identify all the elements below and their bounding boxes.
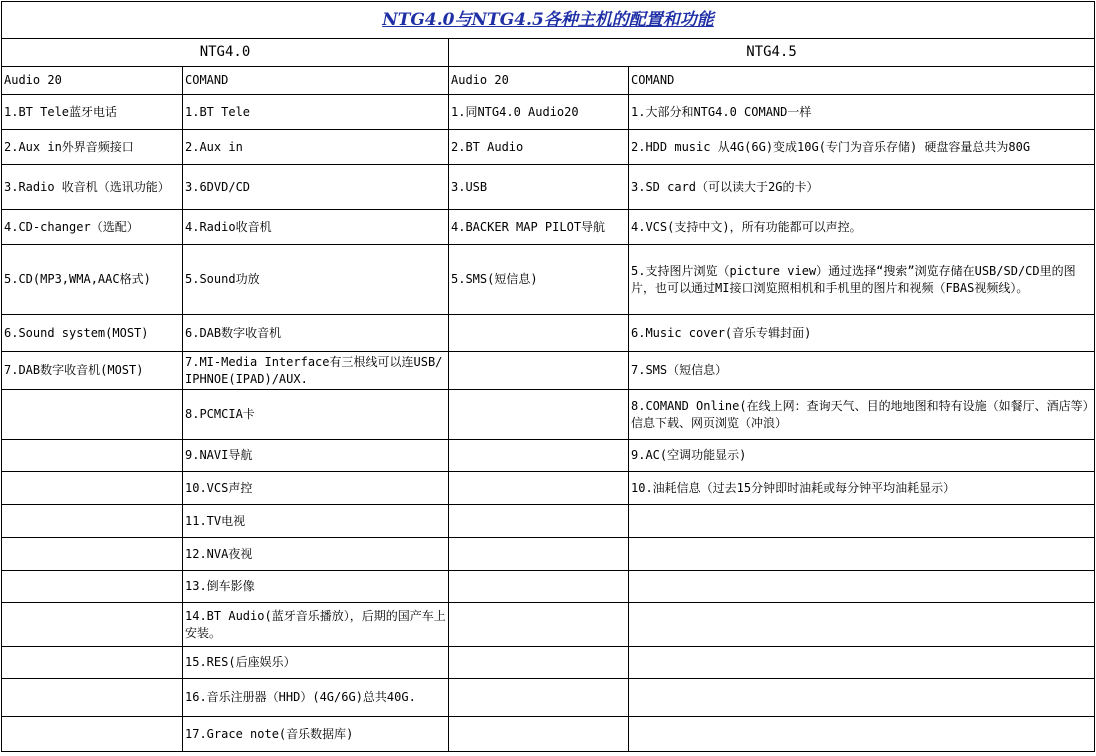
table-row (2, 571, 1095, 603)
ntg45-audio20-cell[interactable] (449, 571, 629, 603)
ntg40-audio20-cell[interactable] (2, 679, 183, 717)
column-header-ntg45-audio20[interactable]: Audio 20 (449, 67, 629, 95)
group-header-ntg40[interactable]: NTG4.0 (2, 39, 449, 67)
ntg45-audio20-cell[interactable] (449, 440, 629, 472)
ntg45-comand-cell[interactable]: 10.油耗信息（过去15分钟即时油耗或每分钟平均油耗显示） (629, 472, 1095, 505)
ntg40-audio20-cell[interactable] (2, 390, 183, 440)
ntg40-audio20-cell[interactable] (2, 538, 183, 571)
ntg40-comand-cell[interactable]: 13.倒车影像 (183, 571, 449, 603)
sheet-title[interactable]: NTG4.0与NTG4.5各种主机的配置和功能 (2, 2, 1095, 39)
ntg40-audio20-cell[interactable] (2, 647, 183, 679)
ntg40-audio20-cell[interactable]: 4.CD-changer（选配） (2, 210, 183, 245)
ntg45-audio20-cell[interactable] (449, 679, 629, 717)
ntg45-comand-cell[interactable]: 6.Music cover(音乐专辑封面) (629, 315, 1095, 352)
column-header-ntg40-comand[interactable]: COMAND (183, 67, 449, 95)
table-row (2, 538, 1095, 571)
ntg40-comand-cell[interactable]: 10.VCS声控 (183, 472, 449, 505)
ntg45-audio20-cell[interactable] (449, 505, 629, 538)
ntg40-audio20-cell[interactable]: 6.Sound system(MOST) (2, 315, 183, 352)
ntg40-comand-cell[interactable]: 7.MI-Media Interface有三根线可以连USB/IPHNOE(IPAD)/AUX. (183, 352, 449, 390)
ntg45-audio20-cell[interactable] (449, 603, 629, 647)
ntg45-comand-cell[interactable]: 7.SMS（短信息） (629, 352, 1095, 390)
ntg45-comand-cell[interactable] (629, 647, 1095, 679)
group-header-row (2, 39, 1095, 67)
ntg45-audio20-cell[interactable] (449, 472, 629, 505)
column-header-ntg40-audio20[interactable]: Audio 20 (2, 67, 183, 95)
ntg45-comand-cell[interactable]: 8.COMAND Online(在线上网：查询天气、目的地地图和特有设施（如餐厅、酒店等）信息下载、网页浏览（冲浪） (629, 390, 1095, 440)
ntg40-audio20-cell[interactable] (2, 440, 183, 472)
ntg45-comand-cell[interactable]: 1.大部分和NTG4.0 COMAND一样 (629, 95, 1095, 130)
table-row (2, 472, 1095, 505)
table-row (2, 95, 1095, 130)
ntg45-comand-cell[interactable]: 4.VCS(支持中文)，所有功能都可以声控。 (629, 210, 1095, 245)
ntg45-audio20-cell[interactable]: 5.SMS(短信息) (449, 245, 629, 315)
ntg45-audio20-cell[interactable] (449, 352, 629, 390)
ntg45-audio20-cell[interactable] (449, 717, 629, 752)
table-row (2, 679, 1095, 717)
ntg40-audio20-cell[interactable] (2, 505, 183, 538)
table-row (2, 603, 1095, 647)
ntg40-comand-cell[interactable]: 14.BT Audio(蓝牙音乐播放），后期的国产车上安装。 (183, 603, 449, 647)
group-header-ntg45[interactable]: NTG4.5 (449, 39, 1095, 67)
table-row (2, 315, 1095, 352)
ntg40-audio20-cell[interactable] (2, 472, 183, 505)
ntg40-audio20-cell[interactable]: 7.DAB数字收音机(MOST) (2, 352, 183, 390)
ntg45-audio20-cell[interactable]: 3.USB (449, 165, 629, 210)
ntg40-comand-cell[interactable]: 9.NAVI导航 (183, 440, 449, 472)
ntg40-comand-cell[interactable]: 4.Radio收音机 (183, 210, 449, 245)
ntg40-audio20-cell[interactable]: 2.Aux in外界音频接口 (2, 130, 183, 165)
ntg45-audio20-cell[interactable]: 4.BACKER MAP PILOT导航 (449, 210, 629, 245)
ntg40-comand-cell[interactable]: 3.6DVD/CD (183, 165, 449, 210)
ntg45-comand-cell[interactable]: 3.SD card（可以读大于2G的卡） (629, 165, 1095, 210)
table-row (2, 245, 1095, 315)
ntg40-comand-cell[interactable]: 1.BT Tele (183, 95, 449, 130)
ntg45-audio20-cell[interactable]: 1.同NTG4.0 Audio20 (449, 95, 629, 130)
ntg40-audio20-cell[interactable]: 5.CD(MP3,WMA,AAC格式) (2, 245, 183, 315)
ntg40-audio20-cell[interactable]: 3.Radio 收音机（选讯功能） (2, 165, 183, 210)
ntg40-audio20-cell[interactable] (2, 603, 183, 647)
ntg40-comand-cell[interactable]: 17.Grace note(音乐数据库) (183, 717, 449, 752)
ntg40-comand-cell[interactable]: 12.NVA夜视 (183, 538, 449, 571)
comparison-table (1, 1, 1095, 752)
ntg40-audio20-cell[interactable] (2, 717, 183, 752)
ntg40-audio20-cell[interactable] (2, 571, 183, 603)
ntg45-audio20-cell[interactable] (449, 390, 629, 440)
ntg45-comand-cell[interactable] (629, 505, 1095, 538)
table-row (2, 647, 1095, 679)
table-row (2, 505, 1095, 538)
ntg40-audio20-cell[interactable]: 1.BT Tele蓝牙电话 (2, 95, 183, 130)
ntg45-comand-cell[interactable]: 5.支持图片浏览（picture view）通过选择“搜索”浏览存储在USB/SD/CD里的图片，也可以通过MI接口浏览照相机和手机里的图片和视频（FBAS视频线）。 (629, 245, 1095, 315)
ntg45-audio20-cell[interactable]: 2.BT Audio (449, 130, 629, 165)
ntg45-audio20-cell[interactable] (449, 647, 629, 679)
ntg40-comand-cell[interactable]: 5.Sound功放 (183, 245, 449, 315)
table-row (2, 165, 1095, 210)
ntg45-audio20-cell[interactable] (449, 538, 629, 571)
ntg45-comand-cell[interactable]: 9.AC(空调功能显示) (629, 440, 1095, 472)
ntg45-comand-cell[interactable] (629, 679, 1095, 717)
ntg40-comand-cell[interactable]: 15.RES(后座娱乐） (183, 647, 449, 679)
column-header-ntg45-comand[interactable]: COMAND (629, 67, 1095, 95)
ntg40-comand-cell[interactable]: 6.DAB数字收音机 (183, 315, 449, 352)
ntg45-comand-cell[interactable] (629, 571, 1095, 603)
table-row (2, 352, 1095, 390)
ntg45-comand-cell[interactable] (629, 717, 1095, 752)
table-row (2, 130, 1095, 165)
table-row (2, 210, 1095, 245)
ntg45-comand-cell[interactable] (629, 538, 1095, 571)
table-row (2, 717, 1095, 752)
ntg40-comand-cell[interactable]: 16.音乐注册器（HHD）(4G/6G)总共40G. (183, 679, 449, 717)
ntg45-comand-cell[interactable] (629, 603, 1095, 647)
ntg40-comand-cell[interactable]: 11.TV电视 (183, 505, 449, 538)
ntg45-audio20-cell[interactable] (449, 315, 629, 352)
ntg45-comand-cell[interactable]: 2.HDD music 从4G(6G)变成10G(专门为音乐存储) 硬盘容量总共为80G (629, 130, 1095, 165)
table-row (2, 440, 1095, 472)
ntg40-comand-cell[interactable]: 2.Aux in (183, 130, 449, 165)
ntg40-comand-cell[interactable]: 8.PCMCIA卡 (183, 390, 449, 440)
title-row (2, 2, 1095, 39)
column-header-row (2, 67, 1095, 95)
table-row (2, 390, 1095, 440)
